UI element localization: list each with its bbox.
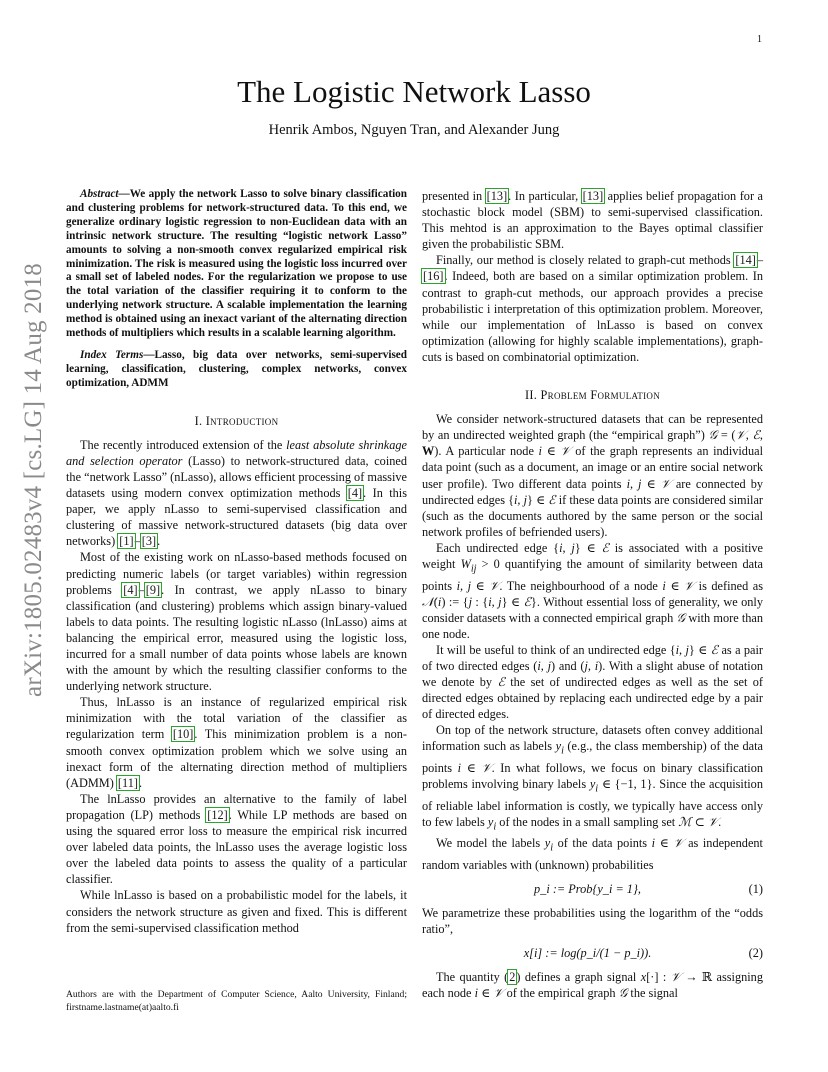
paragraph: The recently introduced extension of the least absolute shrinkage and selection operator (Lasso) to network-structured data, coined the “network Lasso” (nLasso), allows efficient processing of massive datasets using modern convex optimization methods [4]. In this paper, we apply nLasso to semi-supervised classification and clustering of massive network-structured datasets (big data over networks) [1]–[3]. xyxy=(66,437,407,549)
equation-1 xyxy=(422,881,763,897)
citation-link[interactable]: [16] xyxy=(423,269,444,284)
paragraph: On top of the network structure, datasets often convey additional information such as labels $y_i$ (e.g., the class membership) of the data points i ∈ 𝒱. In what follows, we focus on binary classification problems involving binary labels $y_i$ ∈ {−1, 1}. Since the acquisition of reliable label information is costly, we typically have access only to few labels $y_i$ of the nodes in a small sampling set ℳ ⊂ 𝒱. xyxy=(422,723,764,833)
section-heading-introduction: I. Introduction xyxy=(194,413,279,428)
equation-expression: p_i := Prob{y_i = 1}, xyxy=(534,881,641,896)
paragraph: We consider network-structured datasets that can be represented by an undirected weighted graph (the “empirical graph”) 𝒢 = (𝒱, ℰ, W). A particular node i ∈ 𝒱 of the graph represents an individual data point (such as a document, an image or an entire social network user profile). Two different data points i, j ∈ 𝒱 are connected by undirected edges {i, j} ∈ ℰ if these data points are considered similar (such as the documents authored by the same person or the social network profiles of befriended users). xyxy=(422,412,763,539)
footnote: Authors are with the Department of Computer Science, Aalto University, Finland; firstname.lastname(at)aalto.fi xyxy=(66,989,407,1013)
citation-link[interactable]: [13] xyxy=(486,189,508,203)
abstract: Abstract—We apply the network Lasso to solve binary classification and clustering problems for network-structured data. To this end, we generalize ordinary logistic regression to non-Euclidean data with an intrinsic network structure. The resulting “logistic network Lasso” amounts to solving a non-smooth convex regularized empirical risk minimization. The risk is measured using the logistic loss incurred over a small set of labeled nodes. For the regularization we propose to use the total variation of the classifier requiring it to conform to the underlying network structure. A scalable implementation the learning method is obtained using an inexact variant of the alternating direction methods of multipliers which results in a scalable learning algorithm. xyxy=(66,188,407,340)
citation-link[interactable]: [12] xyxy=(207,807,228,822)
index-terms: Index Terms—Lasso, big data over networks, semi-supervised learning, classification, clustering, complex networks, convex optimization, ADMM xyxy=(66,348,407,389)
paragraph: The lnLasso provides an alternative to the family of label propagation (LP) methods [12]. While LP methods are based on using the squared error loss to measure the empirical risk incurred over labeled data points, the lnLasso uses the average logistic loss over the labeled data points to assess the quality of a particular classifier. xyxy=(66,791,408,887)
right-column xyxy=(422,188,763,1001)
paper-title: The Logistic Network Lasso xyxy=(237,74,591,109)
equation-expression: x[i] := log(p_i/(1 − p_i)). xyxy=(523,946,652,961)
paragraph: The quantity (2) defines a graph signal x[·] : 𝒱 → ℝ assigning each node i ∈ 𝒱 of the empirical graph 𝒢 the signal xyxy=(422,970,763,1001)
citation-link[interactable]: [1] xyxy=(119,534,134,549)
equation-number: (2) xyxy=(748,946,763,961)
citation-link[interactable]: [10] xyxy=(172,727,194,742)
left-column xyxy=(66,188,407,936)
equation-number: (1) xyxy=(748,881,763,896)
citation-link[interactable]: [11] xyxy=(117,775,138,790)
citation-link[interactable]: [9] xyxy=(145,582,161,597)
citation-link[interactable]: [13] xyxy=(582,189,604,203)
paragraph: Finally, our method is closely related to graph-cut methods [14]–[16]. Indeed, both are based on a similar optimization problem. In contrast to graph-cut methods, our approach provides a precise probabilistic i interpretation of this optimization problem. Moreover, while our implementation of lnLasso is based on convex optimization (allowing for highly scalable implementations), graph-cuts is based on combinatorial optimization. xyxy=(422,253,763,364)
paragraph: While lnLasso is based on a probabilistic model for the labels, it considers the network structure as given and fixed. This is different from the semi-supervised classification method xyxy=(66,888,407,935)
arxiv-stamp[interactable]: arXiv:1805.02483v4 [cs.LG] 14 Aug 2018 xyxy=(20,263,47,697)
paragraph: presented in [13]. In particular, [13] applies belief propagation for a stochastic block model (SBM) to semi-supervised classification. This mehtod is an approximation to the Bayes optimal classifier given the probabilistic SBM. xyxy=(422,189,763,252)
paragraph: We parametrize these probabilities using the logarithm of the “odds ratio”, xyxy=(422,906,763,937)
section-heading-problem-formulation: II. Problem Formulation xyxy=(525,388,660,403)
paragraph: We model the labels $y_i$ of the data points i ∈ 𝒱 as independent random variables with (unknown) probabilities xyxy=(422,836,763,872)
paragraph: Thus, lnLasso is an instance of regularized empirical risk minimization with the total variation of the classifier as regularization term [10]. This minimization problem is a non-smooth convex optimization problem which we solve using an inexact form of the alternating direction method of multipliers (ADMM) [11]. xyxy=(66,695,407,790)
equation-2 xyxy=(422,945,763,961)
paragraph: Most of the existing work on nLasso-based methods focused on predicting numeric labels (or target variables) within regression problems [4]–[9]. In contrast, we apply nLasso to binary classification (and clustering) problems which assign binary-valued labels to data points. The resulting logistic nLasso (lnLasso) aims at balancing the empirical error, measured using the logistic loss, incurred for a small number of data points whose labels are known with the amount by which the resulting classifier conforms to the underlying network structure. xyxy=(66,550,407,694)
paper-authors: Henrik Ambos, Nguyen Tran, and Alexander Jung xyxy=(268,122,560,138)
page-number: 1 xyxy=(757,34,762,45)
citation-link[interactable]: [4] xyxy=(123,582,138,597)
citation-link[interactable]: [4] xyxy=(347,486,363,501)
equation-link[interactable]: 2 xyxy=(509,970,516,985)
paragraph: Each undirected edge {i, j} ∈ ℰ is associated with a positive weight $W_{ij} > 0$ quantifying the amount of similarity between data points i, j ∈ 𝒱. The neighbourhood of a node i ∈ 𝒱 is defined as 𝒩(i) := {j : {i, j} ∈ ℰ}. Without essential loss of generality, we only consider datasets with a connected empirical graph 𝒢 with more than one node. xyxy=(422,540,764,641)
paragraph: It will be useful to think of an undirected edge {i, j} ∈ ℰ as a pair of two directed edges (i, j) and (j, i). With a slight abuse of notation we denote by ℰ the set of undirected edges as well as the set of directed edges obtained by replacing each undirected edge by a pair of directed edges. xyxy=(422,642,764,722)
citation-link[interactable]: [14] xyxy=(735,253,756,268)
citation-link[interactable]: [3] xyxy=(141,534,157,549)
